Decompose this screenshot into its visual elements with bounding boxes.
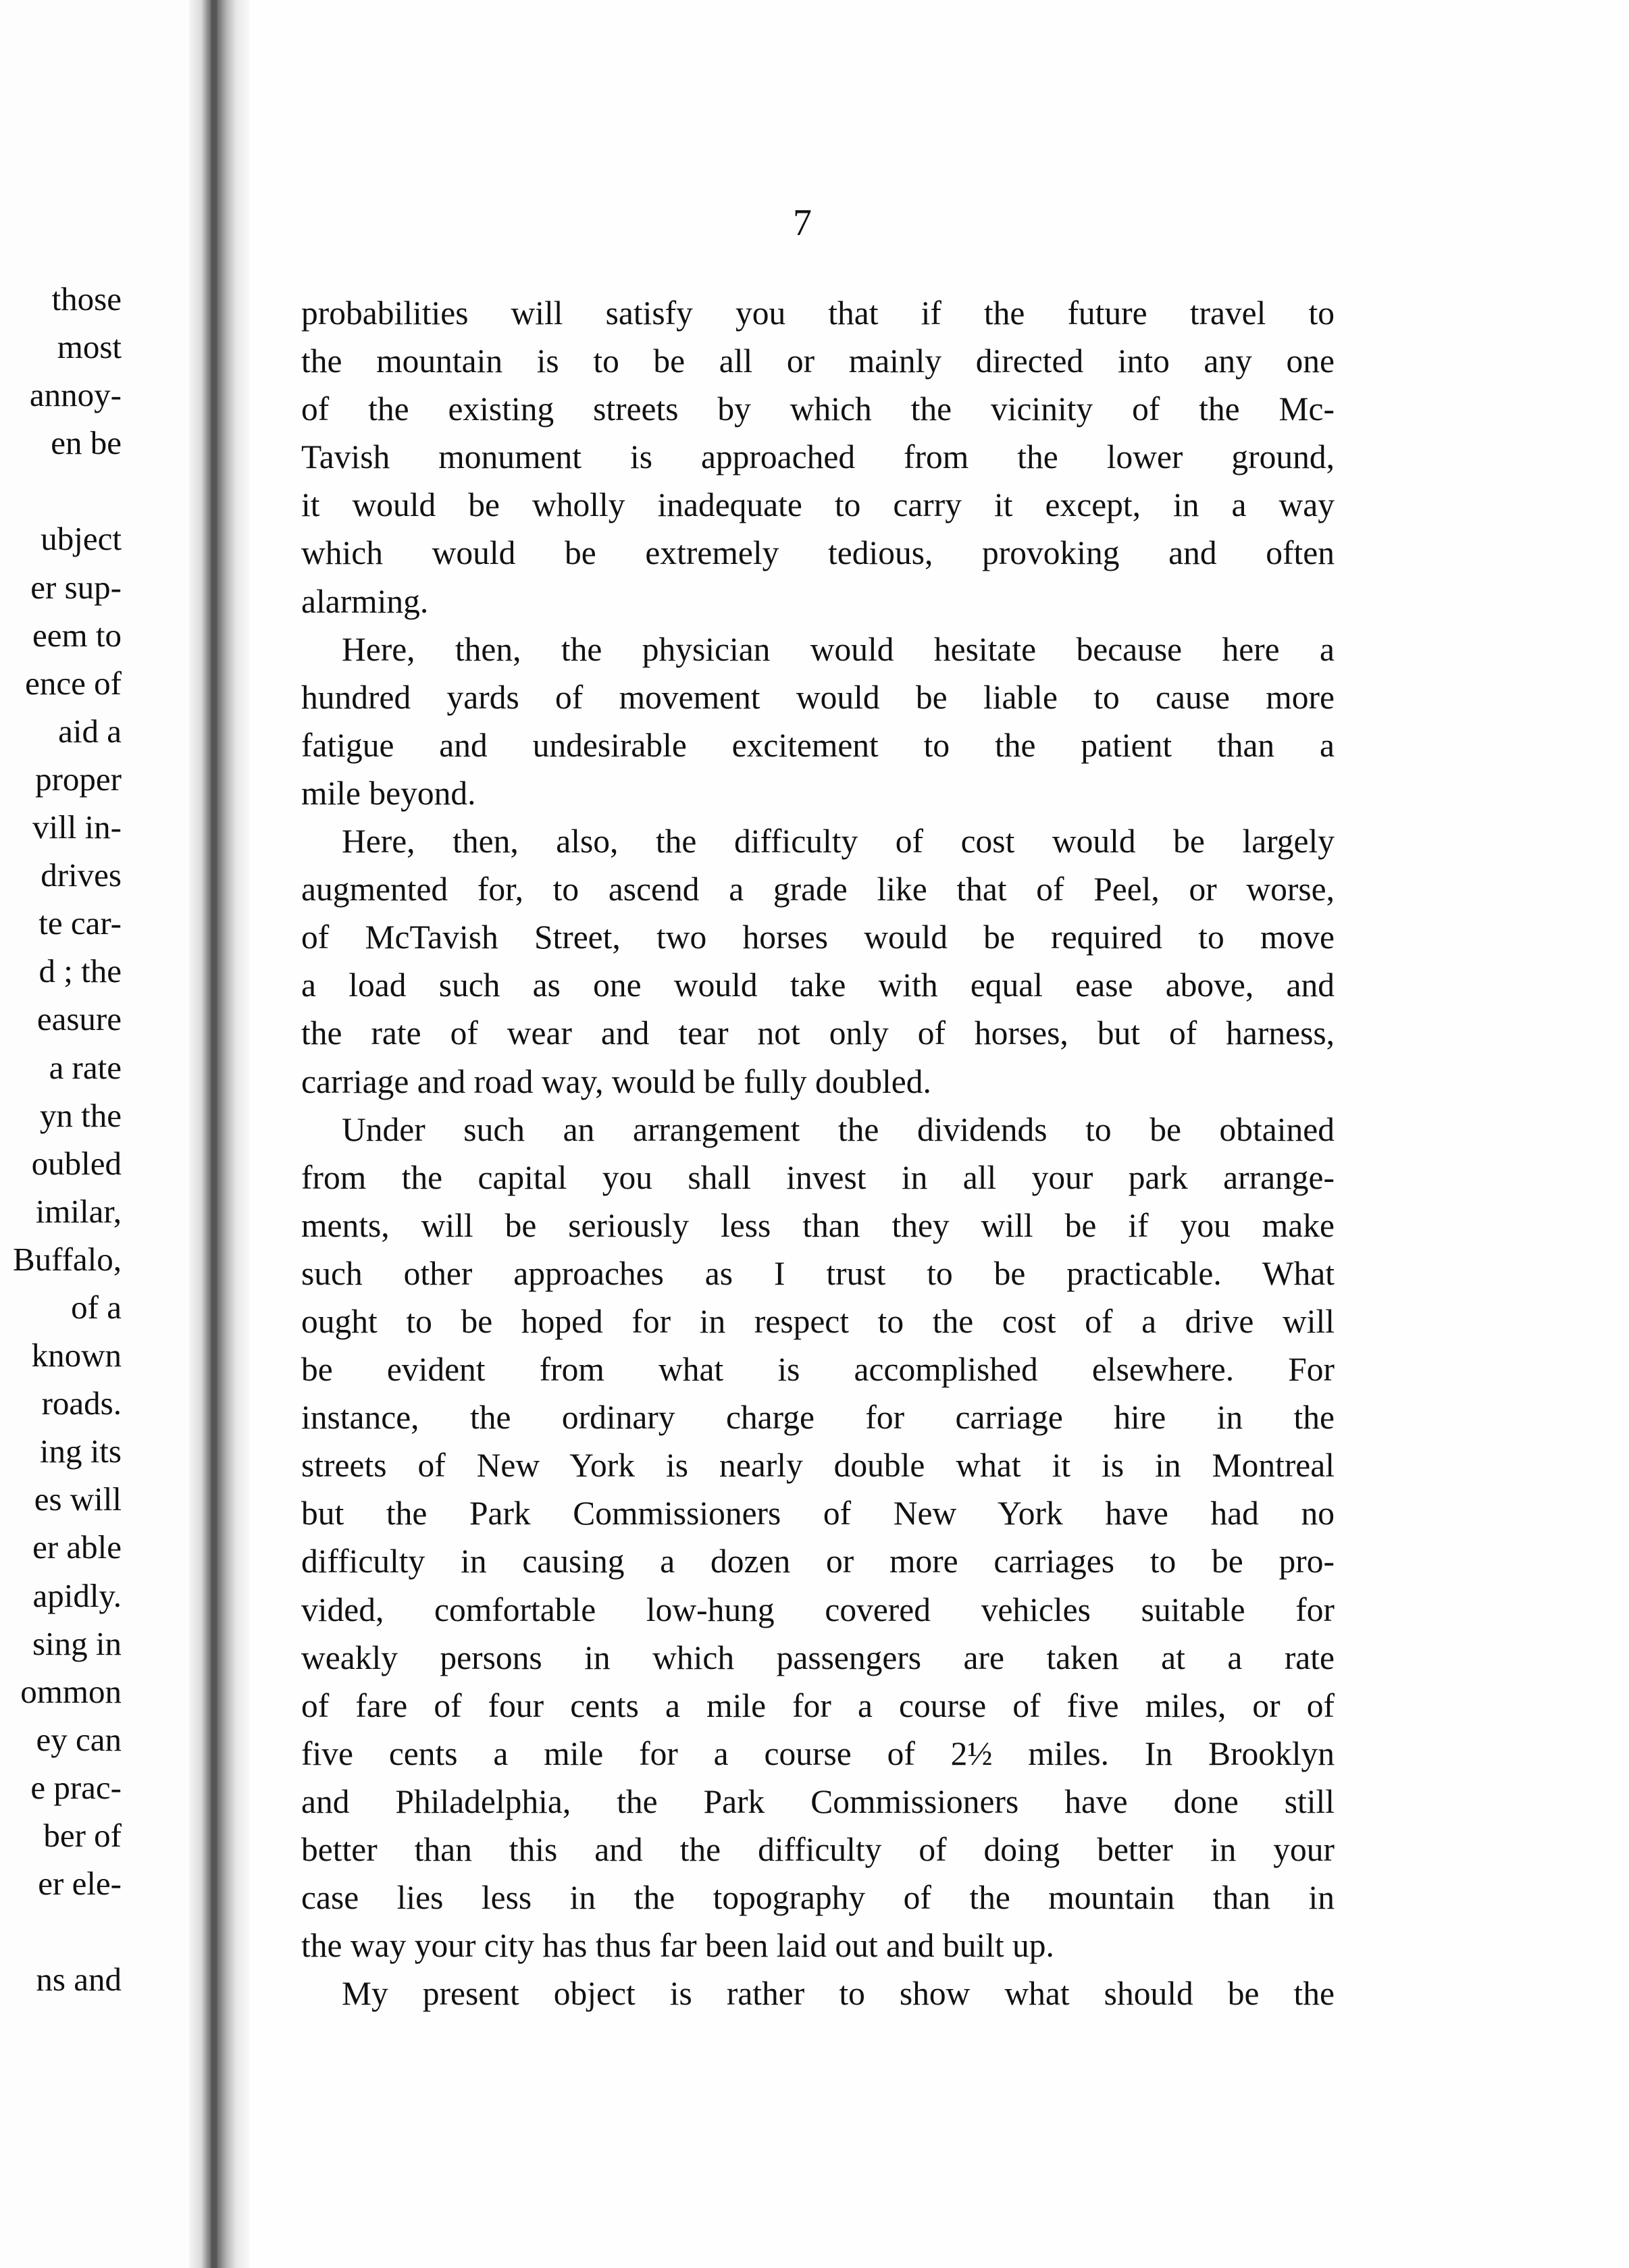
left-page-text-fragments	[0, 275, 122, 2003]
left-fragment-line: er ele-	[38, 1865, 122, 1903]
text-line: carriage and road way, would be fully doubled.	[301, 1062, 931, 1100]
paragraph-start-line: Here, then, the physician would hesitate because here a	[342, 630, 1335, 668]
book-gutter-shadow	[189, 0, 250, 2268]
left-fragment-line: ns and	[36, 1961, 122, 1999]
paragraph-start-line: Under such an arrangement the dividends to be obtained	[342, 1110, 1335, 1148]
text-line: of fare of four cents a mile for a course of five miles, or of	[301, 1686, 1335, 1724]
text-line: the rate of wear and tear not only of horses, but of harness,	[301, 1014, 1335, 1052]
text-line: Tavish monument is approached from the lower ground,	[301, 438, 1335, 476]
left-fragment-line: proper	[35, 760, 122, 798]
left-fragment-line: of a	[71, 1288, 122, 1326]
paragraph-start-line: My present object is rather to show what should be the	[342, 1975, 1335, 2013]
text-line: hundred yards of movement would be liable to cause more	[301, 678, 1335, 716]
text-line: streets of New York is nearly double what it is in Montreal	[301, 1447, 1335, 1485]
text-line: the way your city has thus far been laid out and built up.	[301, 1927, 1054, 1965]
left-fragment-line: es will	[34, 1480, 122, 1518]
left-fragment-line: ey can	[36, 1720, 122, 1758]
text-line: be evident from what is accomplished elsewhere. For	[301, 1351, 1335, 1389]
left-fragment-line: easure	[36, 1000, 122, 1038]
left-fragment-line: roads.	[41, 1385, 122, 1422]
left-fragment-line: ing its	[39, 1433, 122, 1470]
left-fragment-line: vill in-	[32, 808, 122, 846]
left-fragment-line: ence of	[25, 664, 122, 702]
left-fragment-line: imilar,	[35, 1192, 122, 1230]
body-text	[301, 289, 1335, 2017]
left-fragment-line: ommon	[20, 1672, 122, 1710]
left-fragment-line: en be	[51, 424, 122, 462]
text-line: case lies less in the topography of the mountain than in	[301, 1879, 1335, 1917]
text-line: weakly persons in which passengers are taken at a rate	[301, 1639, 1335, 1676]
text-line: of the existing streets by which the vicinity of the Mc-	[301, 390, 1335, 428]
left-fragment-line: most	[57, 328, 122, 366]
left-fragment-line: ber of	[43, 1817, 122, 1854]
text-line: mile beyond.	[301, 774, 476, 812]
left-fragment-line: drives	[41, 856, 122, 894]
text-line: and Philadelphia, the Park Commissioners have done still	[301, 1782, 1335, 1820]
left-fragment-line: annoy-	[29, 376, 122, 414]
text-line: but the Park Commissioners of New York have had no	[301, 1495, 1335, 1532]
text-line: alarming.	[301, 582, 429, 620]
left-fragment-line: yn the	[39, 1096, 122, 1134]
text-line: five cents a mile for a course of 2½ miles. In Brooklyn	[301, 1734, 1335, 1772]
left-fragment-line: known	[31, 1337, 122, 1374]
left-fragment-line: eem to	[32, 616, 122, 654]
text-line: ments, will be seriously less than they will be if you make	[301, 1206, 1335, 1244]
left-fragment-line: aid a	[58, 712, 122, 750]
left-fragment-line: er sup-	[30, 568, 122, 606]
text-line: such other approaches as I trust to be practicable. What	[301, 1254, 1335, 1292]
left-fragment-line: those	[51, 280, 122, 317]
text-line: vided, comfortable low-hung covered vehicles suitable for	[301, 1591, 1335, 1628]
text-line: probabilities will satisfy you that if the future travel to	[301, 294, 1335, 332]
left-fragment-line: d ; the	[38, 952, 122, 990]
left-fragment-line: te car-	[38, 904, 122, 942]
spine-line	[211, 0, 217, 2268]
text-line: augmented for, to ascend a grade like that of Peel, or worse,	[301, 871, 1335, 908]
left-fragment-line: a rate	[49, 1048, 122, 1086]
text-line: better than this and the difficulty of doing better in your	[301, 1831, 1335, 1868]
left-fragment-line: e prac-	[30, 1768, 122, 1806]
left-fragment-line	[0, 467, 122, 515]
left-fragment-line: apidly.	[32, 1576, 122, 1614]
text-line: which would be extremely tedious, provoking and often	[301, 534, 1335, 572]
text-line: from the capital you shall invest in all your park arrange-	[301, 1158, 1335, 1196]
text-line: instance, the ordinary charge for carriage hire in the	[301, 1399, 1335, 1437]
left-facing-page	[0, 0, 203, 2268]
text-line: fatigue and undesirable excitement to the patient than a	[301, 726, 1335, 764]
text-line: ought to be hoped for in respect to the cost of a drive will	[301, 1302, 1335, 1340]
text-line: difficulty in causing a dozen or more carriages to be pro-	[301, 1543, 1335, 1580]
left-fragment-line: er able	[32, 1528, 122, 1566]
left-fragment-line: Buffalo,	[12, 1240, 122, 1278]
text-line: of McTavish Street, two horses would be required to move	[301, 919, 1335, 956]
text-line: it would be wholly inadequate to carry it except, in a way	[301, 486, 1335, 524]
left-fragment-line: ubject	[41, 520, 122, 558]
left-fragment-line	[0, 1907, 122, 1955]
text-line: a load such as one would take with equal ease above, and	[301, 967, 1335, 1004]
text-line: the mountain is to be all or mainly directed into any one	[301, 342, 1335, 380]
page-number: 7	[793, 202, 812, 244]
paragraph-start-line: Here, then, also, the difficulty of cost would be largely	[342, 823, 1335, 860]
left-fragment-line: sing in	[32, 1624, 122, 1662]
left-fragment-line: oubled	[31, 1144, 122, 1182]
